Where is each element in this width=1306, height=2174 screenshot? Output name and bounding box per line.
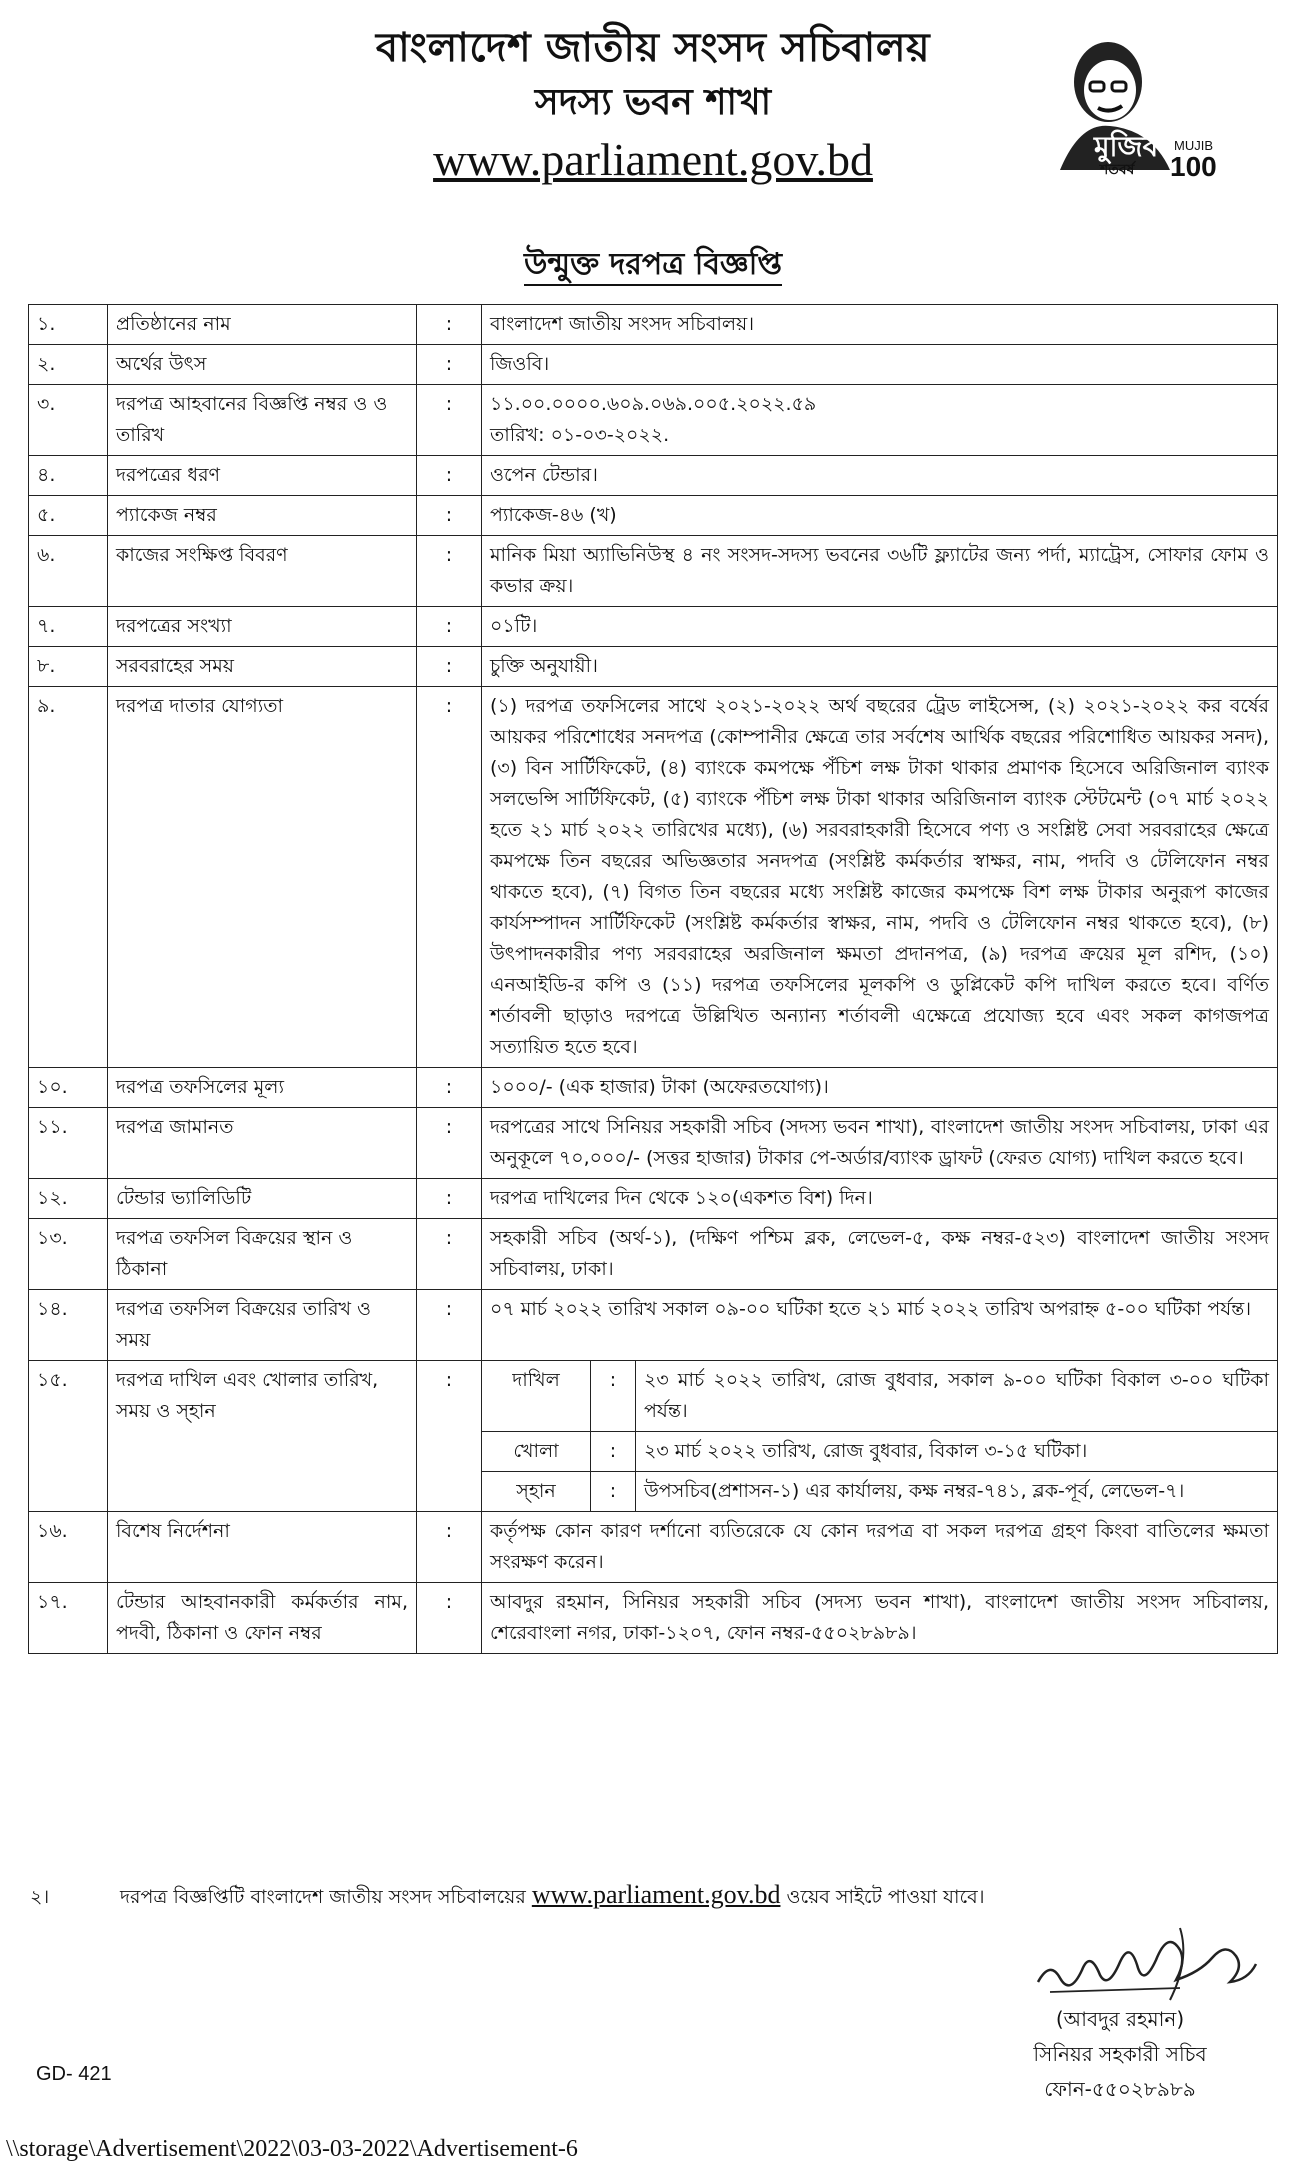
subtable-colon: : — [591, 1472, 636, 1512]
row-number: ১৩. — [29, 1219, 108, 1290]
logo-text-bangla: মুজিব — [1094, 130, 1159, 163]
footnote-text-after: ওয়েব সাইটে পাওয়া যাবে। — [786, 1886, 985, 1908]
row-item: দরপত্র তফসিল বিক্রয়ের তারিখ ও সময় — [108, 1290, 417, 1361]
row-colon: : — [417, 1108, 482, 1179]
row-number: ৯. — [29, 687, 108, 1068]
row-value — [482, 385, 1278, 456]
row-number: ১. — [29, 305, 108, 345]
row-item: দরপত্র তফসিলের মূল্য — [108, 1068, 417, 1108]
row-value: বাংলাদেশ জাতীয় সংসদ সচিবালয়। — [482, 305, 1278, 345]
row-value: (১) দরপত্র তফসিলের সাথে ২০২১-২০২২ অর্থ বছরের ট্রেড লাইসেন্স, (২) ২০২১-২০২২ কর বর্ষের আয়কর পরিশোধের সনদপত্র (কোম্পানীর ক্ষেত্রে তার সর্বশেষ আর্থিক বছরের পরিশোধিত আয়কর সনদ), (৩) বিন সার্টিফিকেট, (৪) ব্যাংকে কমপক্ষে পঁচিশ লক্ষ টাকা থাকার প্রমাণক হিসেবে অরিজিনাল ব্যাংক সলভেন্সি সার্টিফিকেট, (৫) ব্যাংকে পঁচিশ লক্ষ টাকা থাকার অরিজিনাল ব্যাংক স্টেটমেন্ট (০৭ মার্চ ২০২২ হতে ২১ মার্চ ২০২২ তারিখের মধ্যে), (৬) সরবরাহকারী হিসেবে পণ্য ও সংশ্লিষ্ট সেবা সরবরাহের ক্ষেত্রে কমপক্ষে তিন বছরের অভিজ্ঞতার সনদপত্র (সংশ্লিষ্ট কর্মকর্তার স্বাক্ষর, নাম, পদবি ও টেলিফোন নম্বর থাকতে হবে), (৭) বিগত তিন বছরের মধ্যে সংশ্লিষ্ট কাজের কমপক্ষে বিশ লক্ষ টাকার অনুরূপ কাজের কার্যসম্পাদন সার্টিফিকেট (সংশ্লিষ্ট কর্মকর্তার স্বাক্ষর, নাম, পদবি ও টেলিফোন নম্বর থাকতে হবে), (৮) উৎপাদনকারীর পণ্য সরবরাহের অরজিনাল ক্ষমতা প্রদানপত্র, (৯) দরপত্র ক্রয়ের মূল রশিদ, (১০) এনআইডি-র কপি ও (১১) দরপত্র তফসিলের মূলকপি ও ডুপ্লিকেট কপি দাখিল করতে হবে। বর্ণিত শর্তাবলী ছাড়াও দরপত্রে উল্লিখিত অন্যান্য শর্তাবলী এক্ষেত্রে প্রযোজ্য হবে এবং সকল কাগজপত্র সত্যায়িত হতে হবে। — [482, 687, 1278, 1068]
table-row — [29, 1068, 1278, 1108]
memo-number: ১১.০০.০০০০.৬০৯.০৬৯.০০৫.২০২২.৫৯ — [490, 393, 817, 415]
row-colon: : — [417, 1290, 482, 1361]
subtable-key: খোলা — [482, 1432, 591, 1472]
signatory-name: (আবদুর রহমান) — [1055, 2007, 1185, 2031]
row-colon: : — [417, 1219, 482, 1290]
signatory-designation: সিনিয়র সহকারী সচিব — [1033, 2042, 1207, 2066]
row-item: দরপত্রের সংখ্যা — [108, 607, 417, 647]
row-item: দরপত্র দাখিল এবং খোলার তারিখ, সময় ও স্হান — [108, 1361, 417, 1512]
footnote-number: ২। — [30, 1886, 50, 1908]
table-row — [29, 647, 1278, 687]
row-number: ৭. — [29, 607, 108, 647]
row-number: ১১. — [29, 1108, 108, 1179]
row-value: চুক্তি অনুযায়ী। — [482, 647, 1278, 687]
row-number: ১৬. — [29, 1512, 108, 1583]
row-colon: : — [417, 496, 482, 536]
memo-date: তারিখ: ০১-০৩-২০২২. — [490, 424, 670, 446]
row-value: ০১টি। — [482, 607, 1278, 647]
footnote — [30, 1880, 1270, 1915]
handwritten-signature — [1030, 1920, 1260, 2010]
file-path: \\storage\Advertisement\2022\03-03-2022\Advertisement-6 — [6, 2136, 578, 2162]
row-colon: : — [417, 1512, 482, 1583]
row-item: টেন্ডার আহবানকারী কর্মকর্তার নাম, পদবী, ঠিকানা ও ফোন নম্বর — [108, 1583, 417, 1654]
row-value: কর্তৃপক্ষ কোন কারণ দর্শানো ব্যতিরেকে যে কোন দরপত্র বা সকল দরপত্র গ্রহণ কিংবা বাতিলের ক্ষমতা সংরক্ষণ করেন। — [482, 1512, 1278, 1583]
row-value: ১০০০/- (এক হাজার) টাকা (অফেরতযোগ্য)। — [482, 1068, 1278, 1108]
row-value: ওপেন টেন্ডার। — [482, 456, 1278, 496]
row-number: ৩. — [29, 385, 108, 456]
notice-heading — [0, 240, 1306, 291]
table-row — [29, 1179, 1278, 1219]
row-value: আবদুর রহমান, সিনিয়র সহকারী সচিব (সদস্য ভবন শাখা), বাংলাদেশ জাতীয় সংসদ সচিবালয়, শেরেবাংলা নগর, ঢাকা-১২০৭, ফোন নম্বর-৫৫০২৮৯৮৯। — [482, 1583, 1278, 1654]
logo-text-100: 100 — [1170, 151, 1217, 180]
row-value: দরপত্রের সাথে সিনিয়র সহকারী সচিব (সদস্য ভবন শাখা), বাংলাদেশ জাতীয় সংসদ সচিবালয়, ঢাকা এর অনুকূলে ৭০,০০০/- (সত্তর হাজার) টাকার পে-অর্ডার/ব্যাংক ড্রাফট (ফেরত যোগ্য) দাখিল করতে হবে। — [482, 1108, 1278, 1179]
table-row — [29, 607, 1278, 647]
subtable-row — [482, 1432, 1277, 1472]
gd-code: GD- 421 — [36, 2063, 112, 2085]
table-row — [29, 1583, 1278, 1654]
row-item: টেন্ডার ভ্যালিডিটি — [108, 1179, 417, 1219]
table-row — [29, 456, 1278, 496]
row-item: দরপত্র জামানত — [108, 1108, 417, 1179]
row-colon: : — [417, 345, 482, 385]
row-number: ১৭. — [29, 1583, 108, 1654]
row-colon: : — [417, 385, 482, 456]
footnote-text-before: দরপত্র বিজ্ঞপ্তিটি বাংলাদেশ জাতীয় সংসদ সচিবালয়ের — [120, 1886, 526, 1908]
row-colon: : — [417, 1068, 482, 1108]
row-item: দরপত্র আহবানের বিজ্ঞপ্তি নম্বর ও ও তারিখ — [108, 385, 417, 456]
row-colon: : — [417, 536, 482, 607]
row-value: ০৭ মার্চ ২০২২ তারিখ সকাল ০৯-০০ ঘটিকা হতে ২১ মার্চ ২০২২ তারিখ অপরাহ্ন ৫-০০ ঘটিকা পর্যন্ত। — [482, 1290, 1278, 1361]
table-row — [29, 305, 1278, 345]
logo-text-mujib-en: MUJIB — [1174, 138, 1213, 153]
row-item: দরপত্র তফসিল বিক্রয়ের স্থান ও ঠিকানা — [108, 1219, 417, 1290]
subtable-key: দাখিল — [482, 1361, 591, 1432]
row-colon: : — [417, 456, 482, 496]
table-row — [29, 536, 1278, 607]
row-number: ২. — [29, 345, 108, 385]
row-item: বিশেষ নির্দেশনা — [108, 1512, 417, 1583]
subtable-colon: : — [591, 1432, 636, 1472]
row-value: দরপত্র দাখিলের দিন থেকে ১২০(একশত বিশ) দিন। — [482, 1179, 1278, 1219]
row-item: দরপত্র দাতার যোগ্যতা — [108, 687, 417, 1068]
row-colon: : — [417, 647, 482, 687]
row-number: ৫. — [29, 496, 108, 536]
row-item: সরবরাহের সময় — [108, 647, 417, 687]
row-item: কাজের সংক্ষিপ্ত বিবরণ — [108, 536, 417, 607]
row-value: মানিক মিয়া অ্যাভিনিউস্থ ৪ নং সংসদ-সদস্য ভবনের ৩৬টি ফ্ল্যাটের জন্য পর্দা, ম্যাট্রেস, সোফার ফোম ও কভার ক্রয়। — [482, 536, 1278, 607]
table-row — [29, 496, 1278, 536]
row-colon: : — [417, 607, 482, 647]
table-row — [29, 1512, 1278, 1583]
table-row — [29, 1219, 1278, 1290]
subtable-value: ২৩ মার্চ ২০২২ তারিখ, রোজ বুধবার, বিকাল ৩-১৫ ঘটিকা। — [636, 1432, 1278, 1472]
row-number: ৮. — [29, 647, 108, 687]
row-colon: : — [417, 687, 482, 1068]
row-number: ১৫. — [29, 1361, 108, 1512]
table-row — [29, 385, 1278, 456]
signatory-block — [960, 2002, 1280, 2107]
subtable-colon: : — [591, 1361, 636, 1432]
tender-details-table — [28, 304, 1278, 1654]
row-colon: : — [417, 1583, 482, 1654]
row-value: জিওবি। — [482, 345, 1278, 385]
row-colon: : — [417, 1179, 482, 1219]
row-item: প্রতিষ্ঠানের নাম — [108, 305, 417, 345]
row-value: সহকারী সচিব (অর্থ-১), (দক্ষিণ পশ্চিম ব্লক, লেভেল-৫, কক্ষ নম্বর-৫২৩) বাংলাদেশ জাতীয় সংসদ সচিবালয়, ঢাকা। — [482, 1219, 1278, 1290]
row-number: ৬. — [29, 536, 108, 607]
table-row — [29, 345, 1278, 385]
table-row — [29, 1108, 1278, 1179]
subtable-value: উপসচিব(প্রশাসন-১) এর কার্যালয়, কক্ষ নম্বর-৭৪১, ব্লক-পূর্ব, লেভেল-৭। — [636, 1472, 1278, 1512]
row-item: প্যাকেজ নম্বর — [108, 496, 417, 536]
submission-opening-subtable — [482, 1361, 1277, 1511]
notice-title-text: উন্মুক্ত দরপত্র বিজ্ঞপ্তি — [524, 247, 782, 286]
row-number: ৪. — [29, 456, 108, 496]
organization-title: বাংলাদেশ জাতীয় সংসদ সচিবালয় — [375, 24, 931, 71]
row-item: অর্থের উৎস — [108, 345, 417, 385]
logo-text-shatabarsha: শতবর্ষ — [1100, 162, 1135, 178]
subtable-value: ২৩ মার্চ ২০২২ তারিখ, রোজ বুধবার, সকাল ৯-০০ ঘটিকা বিকাল ৩-০০ ঘটিকা পর্যন্ত। — [636, 1361, 1278, 1432]
row-number: ১৪. — [29, 1290, 108, 1361]
subtable-row — [482, 1361, 1277, 1432]
website-url: www.parliament.gov.bd — [433, 134, 873, 185]
mujib-100-logo — [1040, 30, 1220, 180]
footnote-website-link[interactable]: www.parliament.gov.bd — [531, 1880, 781, 1909]
row-number: ১০. — [29, 1068, 108, 1108]
table-row — [29, 1290, 1278, 1361]
table-row — [29, 1361, 1278, 1512]
row-colon: : — [417, 1361, 482, 1512]
row-colon: : — [417, 305, 482, 345]
row-number: ১২. — [29, 1179, 108, 1219]
signatory-phone: ফোন-৫৫০২৮৯৮৯ — [1044, 2077, 1196, 2101]
branch-subtitle: সদস্য ভবন শাখা — [534, 81, 772, 123]
row-value — [482, 1361, 1278, 1512]
table-row — [29, 687, 1278, 1068]
row-item: দরপত্রের ধরণ — [108, 456, 417, 496]
row-value: প্যাকেজ-৪৬ (খ) — [482, 496, 1278, 536]
subtable-row — [482, 1472, 1277, 1512]
subtable-key: স্হান — [482, 1472, 591, 1512]
